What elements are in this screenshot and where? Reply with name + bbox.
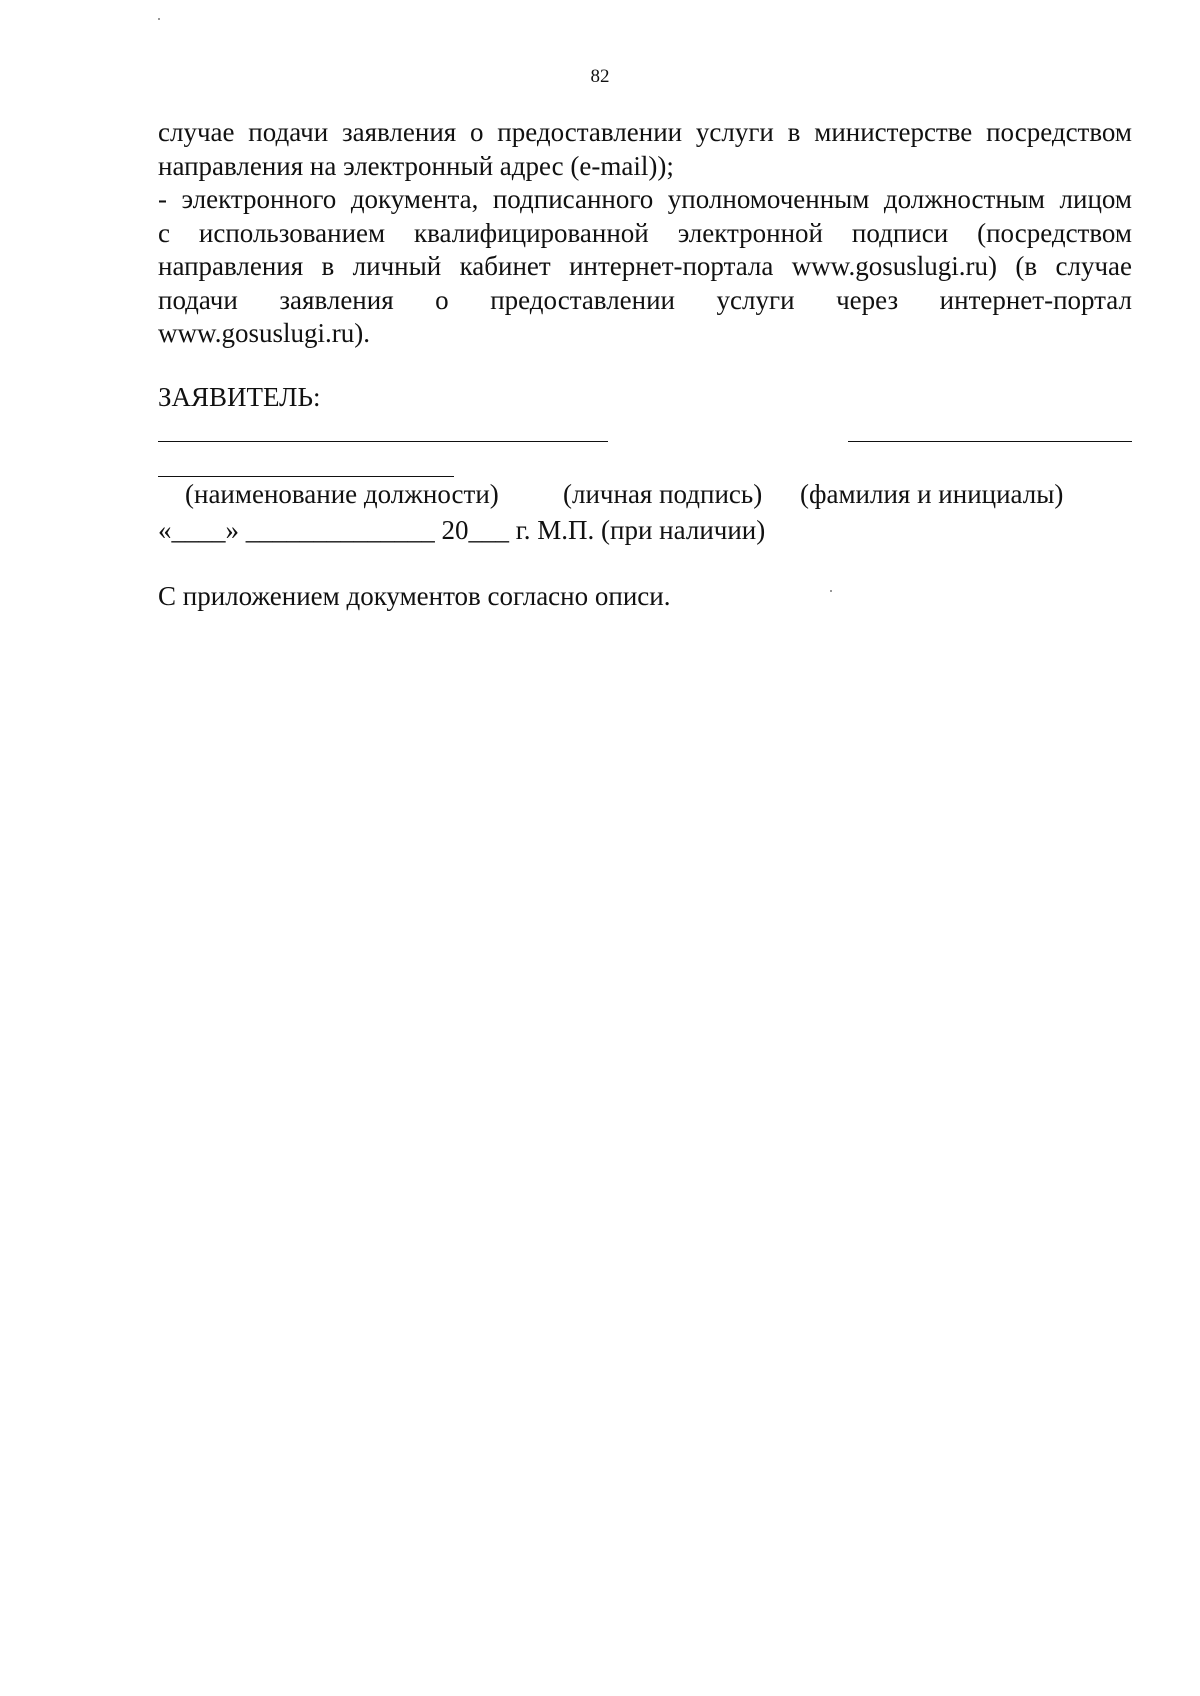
caption-signature: (личная подпись) [563,479,763,509]
body-line-6: подачи заявления о предоставлении услуги через интернет-портал [158,284,1132,315]
body-paragraph [158,116,1132,351]
body-line-1: случае подачи заявления о предоставлении услуги в министерстве посредством [158,117,1132,147]
name-signature-line [848,441,1132,442]
caption-name: (фамилия и инициалы) [800,479,1064,509]
body-line-5: направления в личный кабинет интернет-портала www.gosuslugi.ru) (в случае [158,251,1132,281]
applicant-label: ЗАЯВИТЕЛЬ: [158,382,321,412]
body-line-7: www.gosuslugi.ru). [158,318,370,348]
attachments-note: С приложением документов согласно описи. [158,581,671,611]
personal-signature-line [158,476,454,477]
scan-speck [830,590,832,592]
body-line-3: - электронного документа, подписанного уполномоченным должностным лицом [158,184,1132,214]
body-line-2: направления на электронный адрес (e-mail)); [158,150,674,181]
position-signature-line [158,441,608,442]
body-line-4: с использованием квалифицированной электронной подписи (посредством [158,217,1132,248]
page-number: 82 [590,66,610,87]
scan-speck [158,18,160,20]
caption-position: (наименование должности) [185,479,499,509]
date-stamp-line: «____» ______________ 20___ г. М.П. (при наличии) [158,515,766,545]
